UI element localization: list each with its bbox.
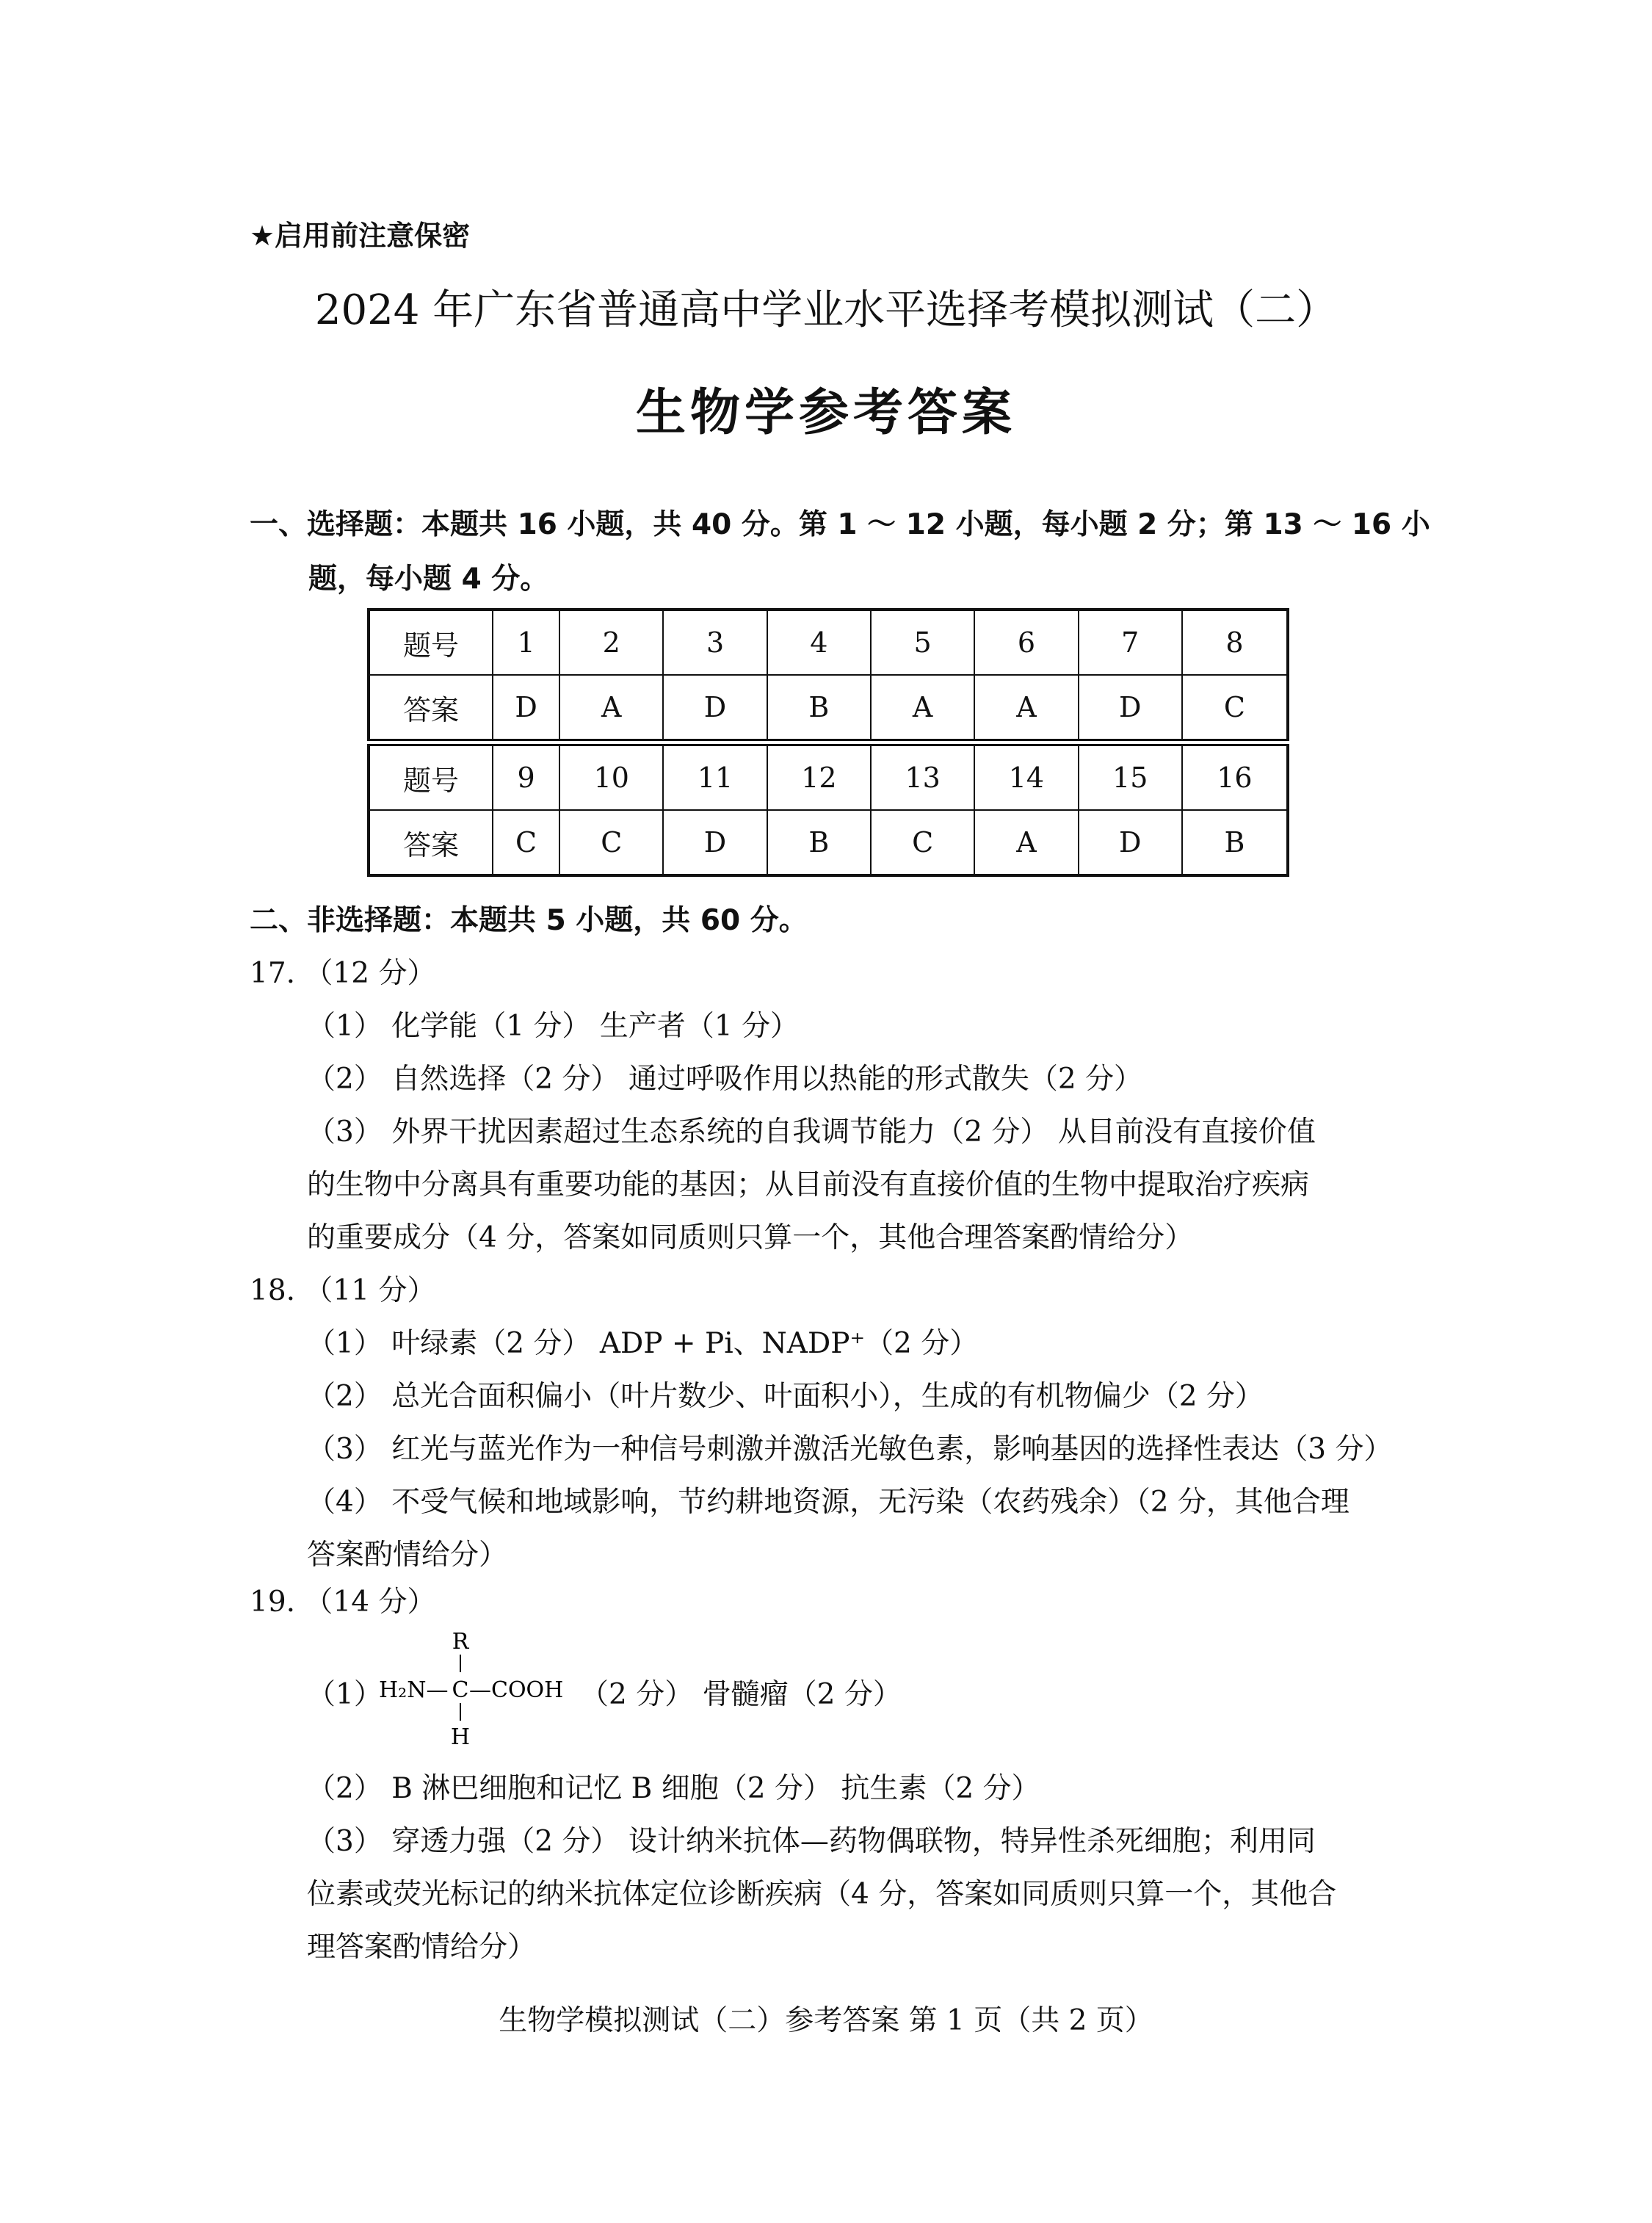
q17-answer-1: （1） 化学能（1 分） 生产者（1 分） xyxy=(307,1010,800,1043)
answer-cell: C xyxy=(1182,675,1288,742)
question-number: 16 xyxy=(1182,742,1288,810)
question-number: 3 xyxy=(663,610,767,675)
question-number: 1 xyxy=(493,610,559,675)
section1-instruction-line2: 题，每小题 4 分。 xyxy=(308,563,549,596)
row-label-question: 题号 xyxy=(369,610,493,675)
document-subtitle: 生物学参考答案 xyxy=(635,384,1016,442)
q19-heading: 19. （14 分） xyxy=(250,1586,436,1619)
question-number: 15 xyxy=(1079,742,1182,810)
answer-cell: B xyxy=(767,810,871,875)
answer-cell: B xyxy=(1182,810,1288,875)
q17-answer-3-line1: （3） 外界干扰因素超过生态系统的自我调节能力（2 分） 从目前没有直接价值 xyxy=(307,1116,1316,1149)
answer-cell: D xyxy=(493,675,559,742)
q17-answer-2: （2） 自然选择（2 分） 通过呼吸作用以热能的形式散失（2 分） xyxy=(307,1063,1143,1096)
q19-answer-3-line3: 理答案酌情给分） xyxy=(307,1931,537,1964)
q19-answer-1-prefix: （1） xyxy=(307,1678,383,1711)
q17-answer-3-line2: 的生物中分离具有重要功能的基因；从目前没有直接价值的生物中提取治疗疾病 xyxy=(307,1168,1310,1201)
question-number: 5 xyxy=(871,610,974,675)
q18-answer-4-line1: （4） 不受气候和地域影响，节约耕地资源，无污染（农药残余）（2 分，其他合理 xyxy=(307,1486,1350,1519)
q19-answer-3-line1: （3） 穿透力强（2 分） 设计纳米抗体—药物偶联物，特异性杀死细胞；利用同 xyxy=(307,1825,1316,1858)
q17-answer-3-line3: 的重要成分（4 分，答案如同质则只算一个，其他合理答案酌情给分） xyxy=(307,1221,1194,1254)
formula-hydrogen: H xyxy=(450,1724,471,1750)
row-label-question: 题号 xyxy=(369,742,493,810)
q18-heading: 18. （11 分） xyxy=(250,1274,436,1307)
question-number: 9 xyxy=(493,742,559,810)
answer-cell: D xyxy=(1079,675,1182,742)
question-number: 13 xyxy=(871,742,974,810)
q18-answer-4-line2: 答案酌情给分） xyxy=(307,1539,508,1572)
answer-table xyxy=(367,608,1289,877)
answer-cell: D xyxy=(1079,810,1182,875)
question-number: 4 xyxy=(767,610,871,675)
table-row-questions-2 xyxy=(369,742,1288,810)
confidential-notice: ★启用前注意保密 xyxy=(250,220,471,252)
formula-carboxyl-group: —COOH xyxy=(469,1677,564,1703)
q19-answer-1-suffix: （2 分） 骨髓瘤（2 分） xyxy=(580,1678,902,1711)
q18-answer-3: （3） 红光与蓝光作为一种信号刺激并激活光敏色素，影响基因的选择性表达（3 分） xyxy=(307,1433,1393,1466)
table-row-questions-1 xyxy=(369,610,1288,675)
answer-cell: B xyxy=(767,675,871,742)
question-number: 10 xyxy=(559,742,663,810)
answer-cell: C xyxy=(493,810,559,875)
question-number: 8 xyxy=(1182,610,1288,675)
page-footer: 生物学模拟测试（二）参考答案 第 1 页（共 2 页） xyxy=(499,2004,1153,2037)
answer-cell: C xyxy=(559,810,663,875)
question-number: 6 xyxy=(974,610,1078,675)
row-label-answer: 答案 xyxy=(369,675,493,742)
question-number: 7 xyxy=(1079,610,1182,675)
answer-cell: A xyxy=(974,675,1078,742)
exam-title: 2024 年广东省普通高中学业水平选择考模拟测试（二） xyxy=(314,286,1338,334)
formula-amino-group: H₂N— xyxy=(379,1677,449,1703)
amino-acid-structure-formula xyxy=(379,1627,564,1752)
formula-r-group: R xyxy=(452,1629,469,1655)
formula-central-carbon: C xyxy=(452,1677,469,1703)
question-number: 14 xyxy=(974,742,1078,810)
answer-cell: A xyxy=(559,675,663,742)
table-row-answers-1 xyxy=(369,675,1288,742)
answer-cell: A xyxy=(974,810,1078,875)
q18-answer-1: （1） 叶绿素（2 分） ADP + Pi、NADP⁺（2 分） xyxy=(307,1327,979,1360)
q19-answer-3-line2: 位素或荧光标记的纳米抗体定位诊断疾病（4 分，答案如同质则只算一个，其他合 xyxy=(307,1878,1337,1911)
q18-answer-2: （2） 总光合面积偏小（叶片数少、叶面积小），生成的有机物偏少（2 分） xyxy=(307,1380,1264,1413)
answer-cell: C xyxy=(871,810,974,875)
answer-cell: D xyxy=(663,810,767,875)
question-number: 2 xyxy=(559,610,663,675)
answer-cell: A xyxy=(871,675,974,742)
row-label-answer: 答案 xyxy=(369,810,493,875)
section1-instruction-line1: 一、选择题：本题共 16 小题，共 40 分。第 1 ～ 12 小题，每小题 2 分；第 13 ～ 16 小 xyxy=(250,508,1430,541)
answer-cell: D xyxy=(663,675,767,742)
q19-answer-2: （2） B 淋巴细胞和记忆 B 细胞（2 分） 抗生素（2 分） xyxy=(307,1772,1040,1805)
table-row-answers-2 xyxy=(369,810,1288,875)
q17-heading: 17. （12 分） xyxy=(250,957,436,990)
question-number: 11 xyxy=(663,742,767,810)
section2-heading: 二、非选择题：本题共 5 小题，共 60 分。 xyxy=(250,904,808,937)
question-number: 12 xyxy=(767,742,871,810)
